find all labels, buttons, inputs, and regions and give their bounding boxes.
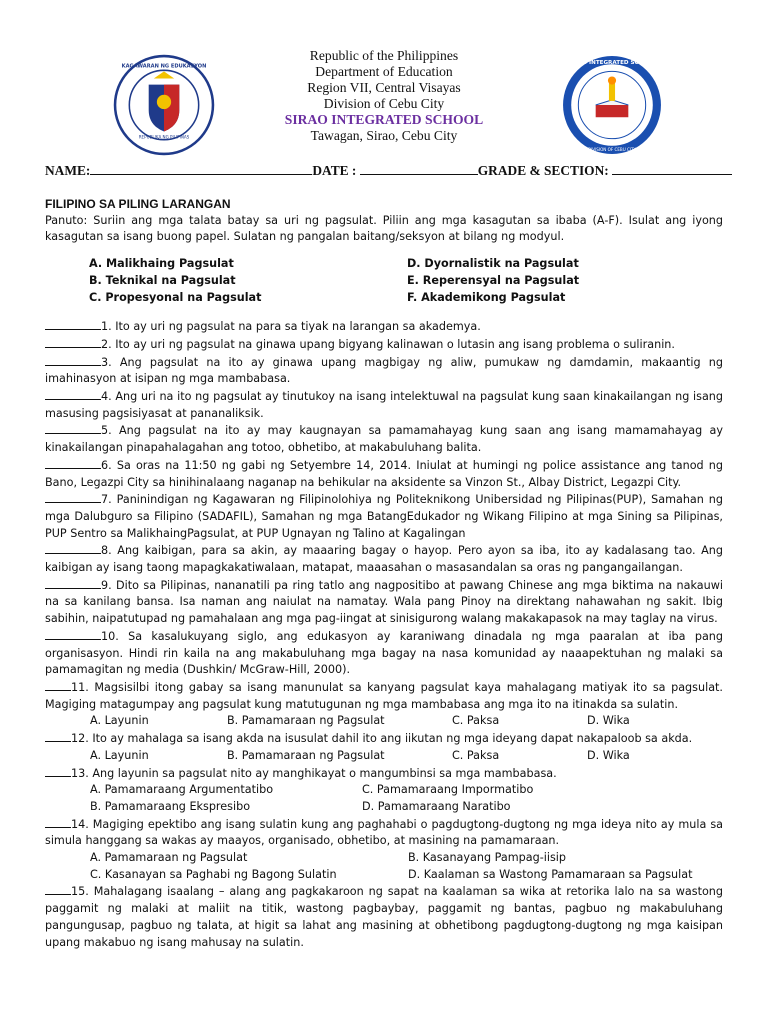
- question-text: 1. Ito ay uri ng pagsulat na para sa tiyak na larangan sa akademya.: [101, 320, 481, 334]
- question-text: 4. Ang uri na ito ng pagsulat ay tinutukoy na isang intelektuwal na pagsulat kung saan kinakailangan ng isang masusing pagsisiyasat at pananaliksik.: [45, 390, 723, 420]
- option-a: A. Pamamaraang Argumentatibo: [90, 783, 274, 797]
- choice-d: D. Dyornalistik na Pagsulat: [407, 257, 579, 271]
- answer-blank[interactable]: [45, 318, 101, 330]
- sirao-seal-text-top: SIRAO INTEGRATED SCHOOL: [567, 60, 657, 67]
- question-item: [45, 422, 723, 456]
- answer-choices-list: [89, 256, 723, 306]
- option-d: D. Wika: [587, 748, 630, 762]
- answer-blank[interactable]: [45, 577, 101, 589]
- question-text: 15. Mahalagang isaalang – alang ang pagkakaroon ng sapat na kaalaman sa wika at retorika lalo na sa wastong paggamit ng malaki at maliit na titik, wastong pagbaybay, paggamit ng bantas, pagbuo ng makabuluhang pangungusap, pagbuo ng talata, at higit sa lahat ang masining at obhetibong pagdugtong-dugtong ng mga kaisipan upang makabuo ng isang mahusay na sulatin.: [45, 885, 723, 949]
- option-a: A. Layunin: [90, 714, 149, 728]
- student-info-line: [45, 163, 732, 179]
- question-text: 5. Ang pagsulat na ito ay may kaugnayan sa pamamahayag kung saan ang isang mamamahayag ay kinakailangan pinapahalagahan ang totoo, obhetibo, at makabuluhang balita.: [45, 424, 723, 455]
- school-address: Tawagan, Sirao, Cebu City: [310, 128, 458, 143]
- question-text: 6. Sa oras na 11:50 ng gabi ng Setyembre 14, 2014. Iniulat at humingi ng police assistance ang tanod ng Bano, Legazpi City sa hinihinalaang naganap na behikular na aksidente sa Vinzon St., Albay District, Legazpi City.: [45, 458, 723, 489]
- question-text: 11. Magsisilbi itong gabay sa isang manunulat sa kanyang pagsulat kaya mahalagang matiyak ito sa pagsulat. Magiging matagumpay ang pagsulat kung matutugunan ng mga mambabasa ang mga ito na itinakda sa sulatin.: [45, 680, 723, 711]
- mc-options-13: [90, 782, 723, 815]
- question-item: [45, 457, 723, 491]
- deped-seal-text-top: KAGAWARAN NG EDUKASYON: [121, 63, 207, 70]
- deped-seal-text-bottom: REPUBLIKA NG PILIPINAS: [138, 134, 190, 140]
- question-text: 8. Ang kaibigan, para sa akin, ay maaaring bagay o hayop. Pero ayon sa iba, ito ay kadalasang tao. Ang kaibigan ay isang taong mapagkakatiwalaan, matapat, maaasahan o masasandalan sa oras ng pangangailangan.: [45, 544, 723, 575]
- option-a: A. Pamamaraan ng Pagsulat: [90, 851, 248, 865]
- mc-options-12: [90, 748, 723, 765]
- choice-b: B. Teknikal na Pagsulat: [89, 273, 236, 287]
- choice-e: E. Reperensyal na Pagsulat: [407, 273, 580, 287]
- question-item: [45, 354, 723, 388]
- option-d: D. Pamamaraang Naratibo: [362, 799, 511, 813]
- answer-blank[interactable]: [45, 883, 71, 895]
- question-item: [45, 388, 723, 422]
- mc-question-14: [45, 816, 723, 850]
- choice-f: F. Akademikong Pagsulat: [407, 290, 566, 304]
- option-c: C. Kasanayan sa Paghabi ng Bagong Sulatin: [90, 867, 337, 881]
- grade-section-label: GRADE & SECTION:: [477, 163, 609, 178]
- question-item: [45, 336, 723, 354]
- mc-question-15: [45, 883, 723, 951]
- answer-blank[interactable]: [45, 765, 71, 777]
- question-text: 12. Ito ay mahalaga sa isang akda na isusulat dahil ito ang iikutan ng mga ideyang dapat nakapaloob sa akda.: [71, 732, 693, 746]
- name-field[interactable]: [90, 163, 312, 175]
- question-text: 9. Dito sa Pilipinas, nananatili pa ring tatlo ang nagpositibo at pawang Chinese ang mga biktima na nakauwi na sa kanilang bansa. Isa naman ang naiulat na namatay. Wala pang Pinoy na direktang nahawahan ng sakit. Ibig sabihin, naipatutupad ng pamahalaan ang mga pag-iingat at sinisigurong walang makakapasok na may taglay na virus.: [45, 578, 723, 626]
- question-text: 14. Magiging epektibo ang isang sulatin kung ang paghahabi o pagdugtong-dugtong ng mga ideya nito ay mula sa simula hanggang sa wakas ay maayos, organisado, obhetibo, at masining na pamamaraan.: [45, 817, 723, 848]
- school-name: SIRAO INTEGRATED SCHOOL: [284, 112, 484, 127]
- option-b: B. Pamamaraan ng Pagsulat: [227, 714, 385, 728]
- option-c: C. Paksa: [452, 714, 500, 728]
- date-label: DATE :: [312, 163, 357, 178]
- mc-options-11: [90, 713, 723, 730]
- question-item: [45, 318, 723, 336]
- option-b: B. Pamamaraang Ekspresibo: [90, 799, 251, 813]
- option-c: C. Pamamaraang Impormatibo: [362, 783, 534, 797]
- header-line-republic: Republic of the Philippines: [309, 48, 459, 63]
- header-line-region: Region VII, Central Visayas: [307, 80, 461, 95]
- answer-blank[interactable]: [45, 336, 101, 348]
- question-item: [45, 542, 723, 576]
- question-text: 10. Sa kasalukuyang siglo, ang edukasyon ay karaniwang dinadala ng mga paaralan at iba pang organisasyon. Hindi rin kaila na ang makabuluhang mga bagay na nasa komunidad ay naaapektuhan ng malaki sa pamamagitan ng media (Dushkin/ McGraw-Hill, 2000).: [45, 629, 723, 677]
- option-b: B. Kasanayang Pampag-iisip: [408, 851, 566, 865]
- question-text: 13. Ang layunin sa pagsulat nito ay manghikayat o mangumbinsi sa mga mambabasa.: [71, 766, 557, 780]
- answer-blank[interactable]: [45, 730, 71, 742]
- question-text: 3. Ang pagsulat na ito ay ginawa upang magbigay ng aliw, pumukaw ng damdamin, makaantig ng imahinasyon at isipan ng mga mambabasa.: [45, 355, 723, 386]
- question-item: [45, 491, 723, 542]
- mc-options-14: [90, 850, 723, 883]
- name-label: NAME:: [45, 163, 91, 178]
- subject-title: FILIPINO SA PILING LARANGAN: [45, 197, 231, 211]
- mc-question-13: [45, 765, 723, 783]
- date-field[interactable]: [360, 163, 478, 175]
- answer-blank[interactable]: [45, 628, 101, 640]
- option-b: B. Pamamaraan ng Pagsulat: [227, 748, 385, 762]
- option-d: D. Kaalaman sa Wastong Pamamaraan sa Pagsulat: [408, 867, 693, 881]
- choice-c: C. Propesyonal na Pagsulat: [89, 290, 262, 304]
- answer-blank[interactable]: [45, 354, 101, 366]
- header-line-division: Division of Cebu City: [323, 96, 445, 111]
- choice-a: A. Malikhaing Pagsulat: [89, 257, 234, 271]
- option-c: C. Paksa: [452, 748, 500, 762]
- header-line-department: Department of Education: [315, 64, 453, 79]
- option-d: D. Wika: [587, 714, 630, 728]
- answer-blank[interactable]: [45, 816, 71, 828]
- question-item: [45, 628, 723, 679]
- document-header: [180, 48, 588, 144]
- mc-question-12: [45, 730, 723, 748]
- grade-section-field[interactable]: [612, 163, 732, 175]
- mc-question-11: [45, 679, 723, 713]
- question-item: [45, 577, 723, 628]
- answer-blank[interactable]: [45, 457, 101, 469]
- worksheet-body: [45, 196, 723, 951]
- answer-blank[interactable]: [45, 388, 101, 400]
- answer-blank[interactable]: [45, 422, 101, 434]
- question-text: 7. Paninindigan ng Kagawaran ng Filipinolohiya ng Politeknikong Unibersidad ng Pilipinas(PUP), Samahan ng mga Dalubguro sa Filipino (SADAFIL), Samahan ng mga BatangEdukador ng Wikang Filipino at mga Sining sa Pilipinas, PUP Sentro sa MalikhaingPagsulat, at PUP Ugnayan ng Talino at Kagalingan: [45, 493, 723, 540]
- question-text: 2. Ito ay uri ng pagsulat na ginawa upang bigyang kalinawan o lutasin ang isang problema o suliranin.: [101, 337, 675, 351]
- sirao-seal-text-bottom: DIVISION OF CEBU CITY: [587, 146, 637, 152]
- answer-blank[interactable]: [45, 542, 101, 554]
- answer-blank[interactable]: [45, 491, 101, 503]
- option-a: A. Layunin: [90, 748, 149, 762]
- instructions-text: Panuto: Suriin ang mga talata batay sa uri ng pagsulat. Piliin ang mga kasagutan sa ibaba (A-F). Isulat ang iyong kasagutan sa isang buong papel. Sulatan ng pangalan baitang/seksyon at bilang ng modyul.: [45, 213, 723, 244]
- answer-blank[interactable]: [45, 679, 71, 691]
